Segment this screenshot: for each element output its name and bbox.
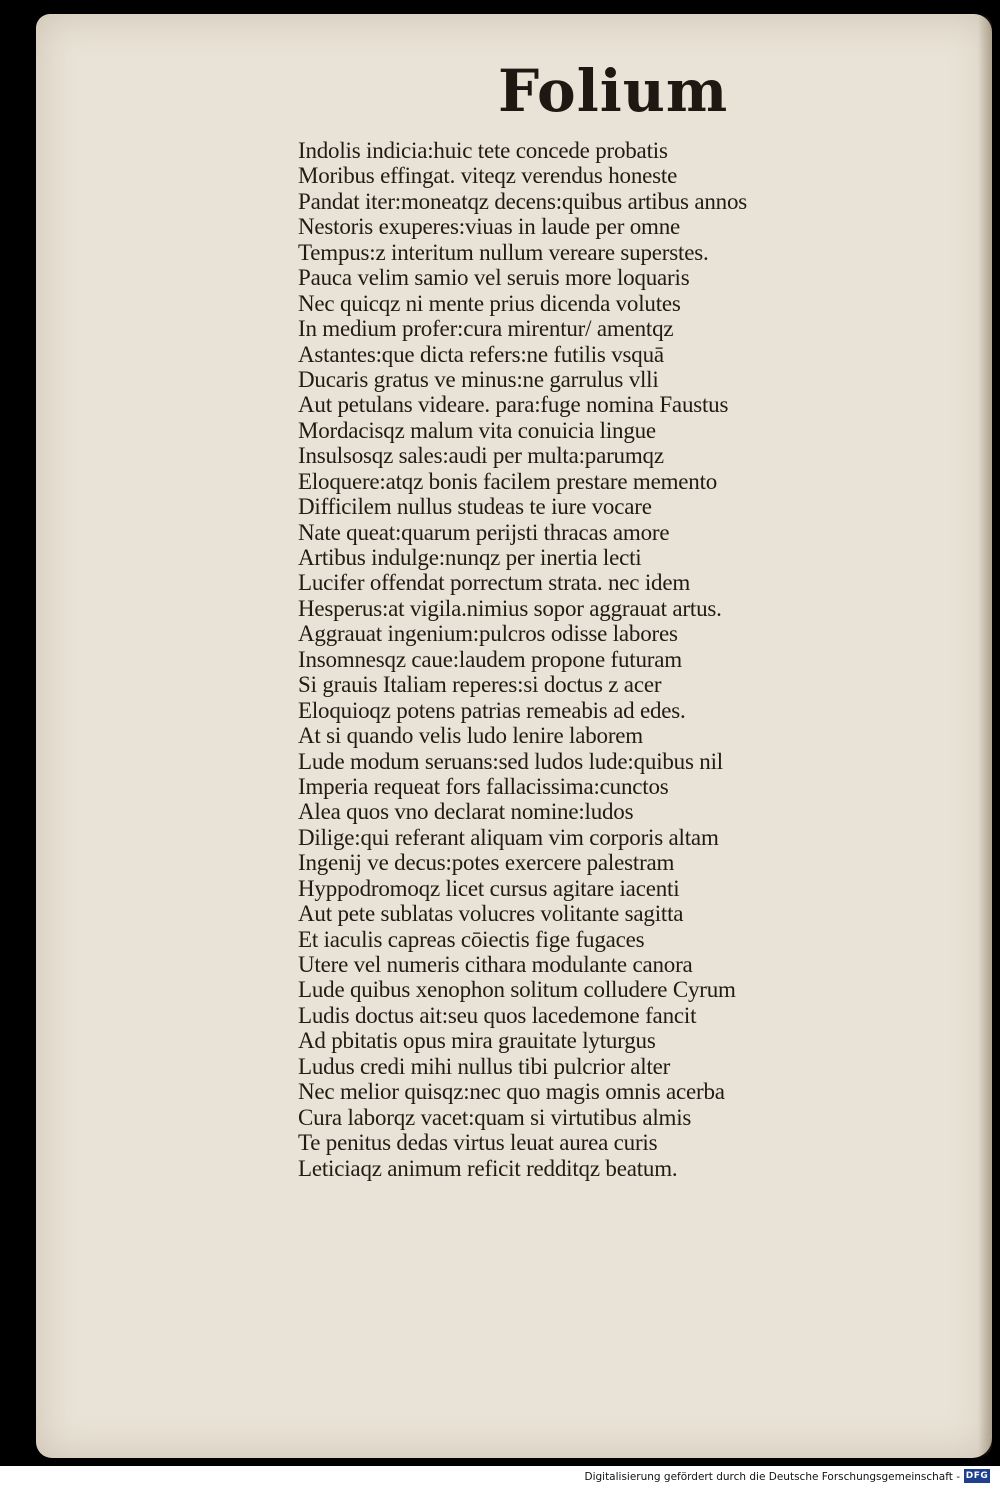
verse-line: In medium profer:cura mirentur/ amentqz [298, 316, 674, 342]
verse-line: Pandat iter:moneatqz decens:quibus artibus annos [298, 188, 748, 214]
dfg-logo: DFG [965, 1471, 989, 1481]
verse-line: Moribus effingat. viteqz verendus honeste [298, 163, 678, 189]
verse-line: Tempus:z interitum nullum vereare superstes. [298, 239, 709, 265]
verse-line: Leticiaqz animum reficit redditqz beatum. [298, 1155, 678, 1181]
verse-line: Ad pbitatis opus mira grauitate lyturgus [298, 1028, 656, 1054]
verse-line: Aut pete sublatas volucres volitante sagitta [298, 901, 684, 927]
verse-line: Imperia requeat fors fallacissima:cunctos [298, 773, 669, 799]
verse-line: Pauca velim samio vel seruis more loquaris [298, 265, 690, 291]
verse-line: Et iaculis capreas cōiectis fige fugaces [298, 926, 645, 952]
verse-line: Insulsosqz sales:audi per multa:parumqz [298, 443, 664, 469]
verse-line: Ingenij ve decus:potes exercere palestram [298, 850, 675, 876]
verse-line: Lucifer offendat porrectum strata. nec idem [298, 570, 691, 596]
verse-line: Eloquioqz potens patrias remeabis ad edes. [298, 697, 686, 723]
verse-line: Mordacisqz malum vita conuicia lingue [298, 417, 656, 443]
verse-line: Cura laborqz vacet:quam si virtutibus almis [298, 1104, 692, 1130]
verse-line: Aggrauat ingenium:pulcros odisse labores [298, 621, 678, 647]
verse-line: Nate queat:quarum perijsti thracas amore [298, 519, 670, 545]
verse-line: Ludis doctus ait:seu quos lacedemone fancit [298, 1002, 697, 1028]
verse-line: Lude modum seruans:sed ludos lude:quibus nil [298, 748, 723, 774]
verse-line: Ducaris gratus ve minus:ne garrulus vlli [298, 366, 659, 392]
verse-line: At si quando velis ludo lenire laborem [298, 723, 643, 749]
verse-line: Indolis indicia:huic tete concede probatis [298, 138, 668, 163]
verse-line: Nestoris exuperes:viuas in laude per omne [298, 214, 681, 240]
verse-line: Hyppodromoqz licet cursus agitare iacenti [298, 875, 680, 901]
verse-line: Aut petulans videare. para:fuge nomina Faustus [298, 392, 729, 418]
verse-line: Nec melior quisqz:nec quo magis omnis acerba [298, 1079, 725, 1105]
verse-line: Dilige:qui referant aliquam vim corporis altam [298, 824, 719, 850]
verse-line: Astantes:que dicta refers:ne futilis vsquā [298, 341, 664, 367]
verse-line: Lude quibus xenophon solitum colludere Cyrum [298, 977, 736, 1003]
verse-line: Nec quicqz ni mente prius dicenda volutes [298, 290, 681, 316]
verse-line: Eloquere:atqz bonis facilem prestare memento [298, 468, 718, 494]
verse-line: Insomnesqz caue:laudem propone futuram [298, 646, 682, 672]
verse-line: Utere vel numeris cithara modulante canora [298, 952, 693, 977]
running-head: Folium [498, 57, 729, 125]
verse-line: Hesperus:at vigila.nimius sopor aggrauat artus. [298, 595, 722, 621]
verse-line: Te penitus dedas virtus leuat aurea curis [298, 1130, 658, 1156]
verse-line: Alea quos vno declarat nomine:ludos [298, 799, 634, 825]
digitization-credit: Digitalisierung gefördert durch die Deutsche Forschungsgemeinschaft - [584, 1471, 960, 1483]
page-edge-shadow [978, 14, 992, 1458]
verse-text-block [298, 138, 898, 1181]
verse-line: Artibus indulge:nunqz per inertia lecti [298, 545, 642, 570]
verse-line: Difficilem nullus studeas te iure vocare [298, 494, 652, 520]
verse-line: Si grauis Italiam reperes:si doctus z acer [298, 672, 662, 698]
verse-line: Ludus credi mihi nullus tibi pulcrior alter [298, 1053, 671, 1079]
